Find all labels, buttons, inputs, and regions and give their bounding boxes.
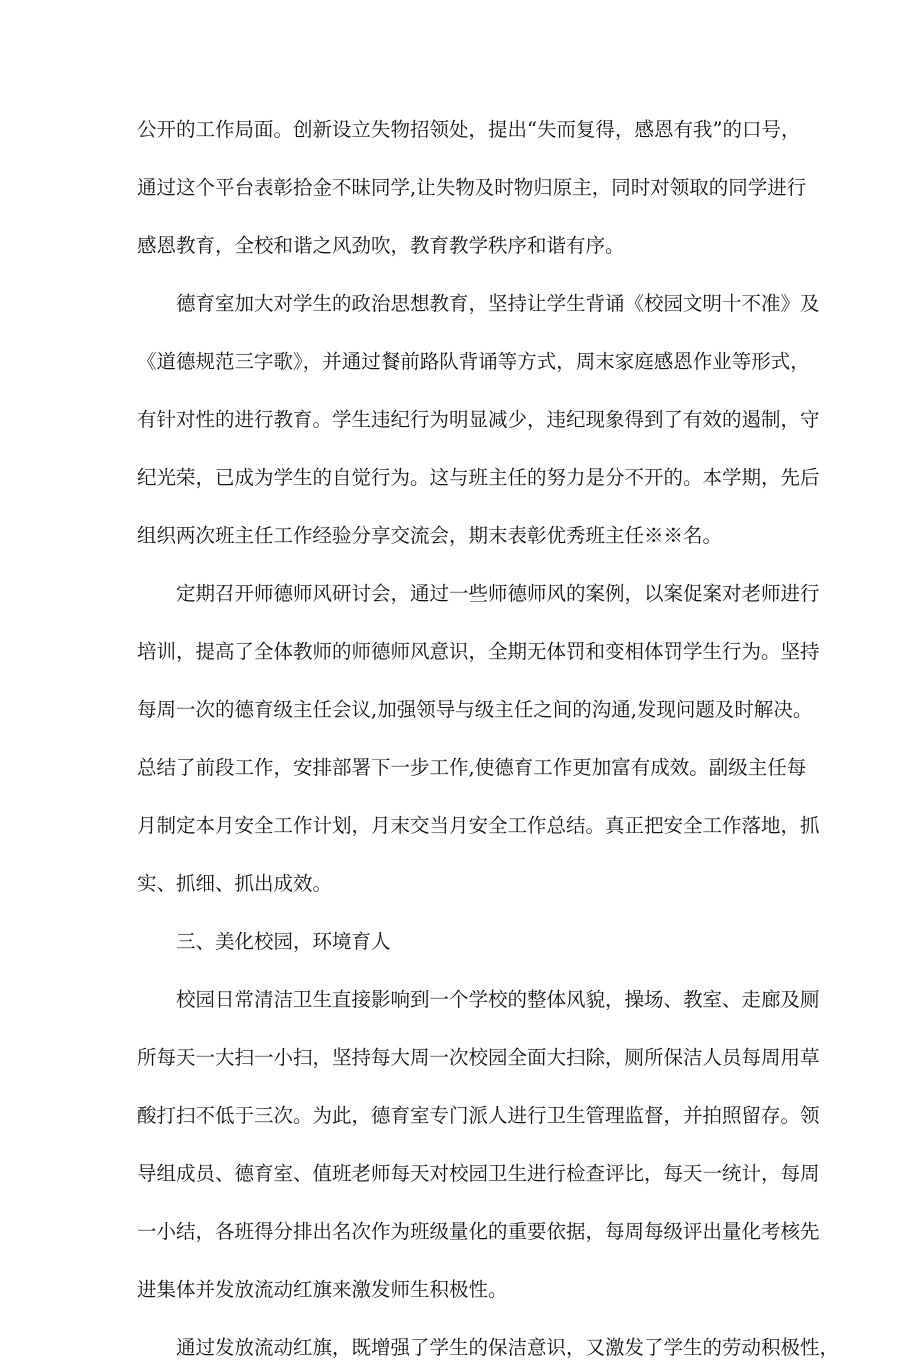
- text-line: 定期召开师德师风研讨会，通过一些师德师风的案例，以案促案对老师进行: [176, 582, 820, 605]
- text-line: 酸打扫不低于三次。为此，德育室专门派人进行卫生管理监督，并拍照留存。领: [137, 1104, 820, 1127]
- text-line: 进集体并发放流动红旗来激发师生积极性。: [137, 1278, 508, 1301]
- text-line: 有针对性的进行教育。学生违纪行为明显减少，违纪现象得到了有效的遏制，守: [137, 408, 820, 431]
- text-line: 校园日常清洁卫生直接影响到一个学校的整体风貌，操场、教室、走廊及厕: [176, 988, 820, 1011]
- text-line: 组织两次班主任工作经验分享交流会，期末表彰优秀班主任※※名。: [137, 524, 723, 547]
- text-line: 一小结，各班得分排出名次作为班级量化的重要依据，每周每级评出量化考核先: [137, 1220, 820, 1243]
- text-line: 通过这个平台表彰拾金不昧同学,让失物及时物归原主，同时对领取的同学进行: [137, 176, 807, 199]
- text-line: 公开的工作局面。创新设立失物招领处，提出“失而复得，感恩有我”的口号，: [137, 118, 801, 141]
- text-line: 实、抓细、抓出成效。: [137, 872, 333, 895]
- text-line: 总结了前段工作，安排部署下一步工作,使德育工作更加富有成效。副级主任每: [137, 756, 807, 779]
- text-line: 导组成员、德育室、值班老师每天对校园卫生进行检查评比，每天一统计，每周: [137, 1162, 820, 1185]
- text-line: 纪光荣，已成为学生的自觉行为。这与班主任的努力是分不开的。本学期，先后: [137, 466, 820, 489]
- text-line: 德育室加大对学生的政治思想教育，坚持让学生背诵《校园文明十不准》及: [176, 292, 820, 315]
- text-line: 所每天一大扫一小扫，坚持每大周一次校园全面大扫除，厕所保洁人员每周用草: [137, 1046, 820, 1069]
- text-line: 每周一次的德育级主任会议,加强领导与级主任之间的沟通,发现问题及时解决。: [137, 698, 813, 721]
- text-line: 感恩教育，全校和谐之风劲吹，教育教学秩序和谐有序。: [137, 234, 625, 257]
- section-heading: 三、美化校园，环境育人: [176, 930, 391, 953]
- text-line: 培训，提高了全体教师的师德师风意识，全期无体罚和变相体罚学生行为。坚持: [137, 640, 820, 663]
- text-line: 月制定本月安全工作计划，月末交当月安全工作总结。真正把安全工作落地，抓: [137, 814, 820, 837]
- text-line: 通过发放流动红旗，既增强了学生的保洁意识，又激发了学生的劳动积极性，: [176, 1336, 840, 1359]
- text-line: 《道德规范三字歌》，并通过餐前路队背诵等方式，周末家庭感恩作业等形式，: [137, 350, 810, 373]
